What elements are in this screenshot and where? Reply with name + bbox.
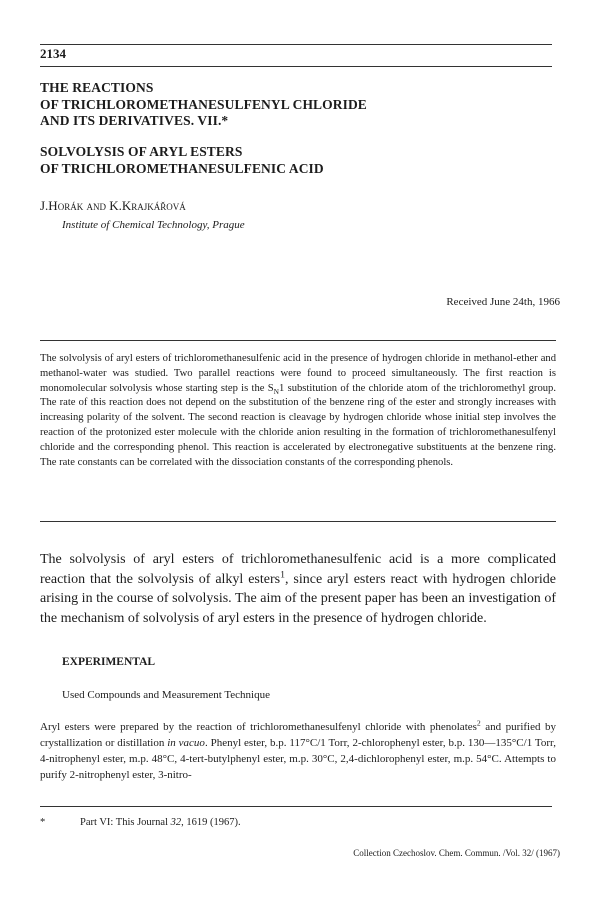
title-line: SOLVOLYSIS OF ARYL ESTERS [40, 144, 243, 159]
footnote-mark: * [40, 817, 46, 828]
abstract-text: 1 substitution of the chloride atom of the trichloromethyl group. The rate of this reaction does not depend on the substitution of the benzene ring of the ester and strongly increases with increasing polarity of the solvent. The second reaction is cleavage by hydrogen chloride whose initial step involves the reaction of the protonized ester molecule with the chloride anion resulting in the formation of trichloromethanesulfenyl chloride and the corresponding phenol. This reaction is accelerated by electronegative substituents at the benzene ring. The rate constants can be correlated with the dissociation constants of the corresponding phenols. [40, 382, 556, 468]
citation-ref: 1 [280, 568, 285, 580]
body-paragraph [40, 719, 556, 783]
body-text: . Phenyl ester, b.p. 117°C/1 Torr, 2-chlorophenyl ester, b.p. 130—135°C/1 Torr, 4-nitrophenyl ester, m.p. 48°C, 4-tert-butylphenyl ester, m.p. 30°C, 2,4-dichlorophenyl ester, m.p. 54°C. Attempts to purify 2-nitrophenyl ester, 3-nitro- [40, 737, 556, 781]
title-line: THE REACTIONS [40, 80, 154, 95]
authors: J.Horák and K.Krajkářová [40, 198, 186, 213]
affiliation: Institute of Chemical Technology, Prague [62, 219, 245, 231]
footnote-volume: 32 [170, 817, 182, 828]
footnote-text: , 1619 (1967). [181, 817, 241, 828]
title-line: OF TRICHLOROMETHANESULFENYL CHLORIDE [40, 96, 367, 112]
journal-citation: Collection Czechoslov. Chem. Commun. /Vol. 32/ (1967) [353, 848, 560, 858]
article-subtitle [40, 144, 560, 177]
footnote-text: Part VI: This Journal [80, 817, 171, 828]
body-italic: in vacuo [167, 737, 205, 749]
footnote [40, 817, 241, 828]
title-line: OF TRICHLOROMETHANESULFENIC ACID [40, 160, 324, 176]
abstract-text: The solvolysis of aryl esters of trichloromethanesulfenic acid in the presence of hydrogen chloride in methanol-ether and methanol-water was studied. Two parallel reactions were found to proceed simultaneously. The first reaction is monomolecular solvolysis whose starting step is the S [40, 353, 556, 394]
body-text: Aryl esters were prepared by the reaction of trichloromethanesulfenyl chloride with phenolates [40, 721, 477, 733]
section-heading: EXPERIMENTAL [62, 656, 156, 668]
title-line: AND ITS DERIVATIVES. VII.* [40, 113, 229, 128]
header-rule-bottom [40, 66, 552, 67]
abstract-subscript: N [273, 386, 280, 396]
abstract-top-rule [40, 340, 556, 341]
intro-text: , since aryl esters react with hydrogen chloride arising in the course of solvolysis. The aim of the present paper has been an investigation of the mechanism of solvolysis of aryl esters in the presence of hydrogen chloride. [40, 571, 556, 626]
header-rule [40, 44, 552, 45]
intro-paragraph [40, 550, 556, 628]
citation-ref: 2 [476, 718, 481, 728]
page-number: 2134 [40, 46, 66, 61]
abstract-bottom-rule [40, 521, 556, 522]
article-title [40, 80, 560, 130]
intro-text: The solvolysis of aryl esters of trichloromethanesulfenic acid is a more complicated reaction that the solvolysis of alkyl esters [40, 552, 556, 587]
body-text: and purified by crystallization or distillation [40, 721, 557, 749]
received-date: Received June 24th, 1966 [446, 296, 560, 308]
abstract [40, 352, 556, 470]
subsection-heading: Used Compounds and Measurement Technique [62, 689, 270, 701]
footnote-rule [40, 806, 552, 807]
